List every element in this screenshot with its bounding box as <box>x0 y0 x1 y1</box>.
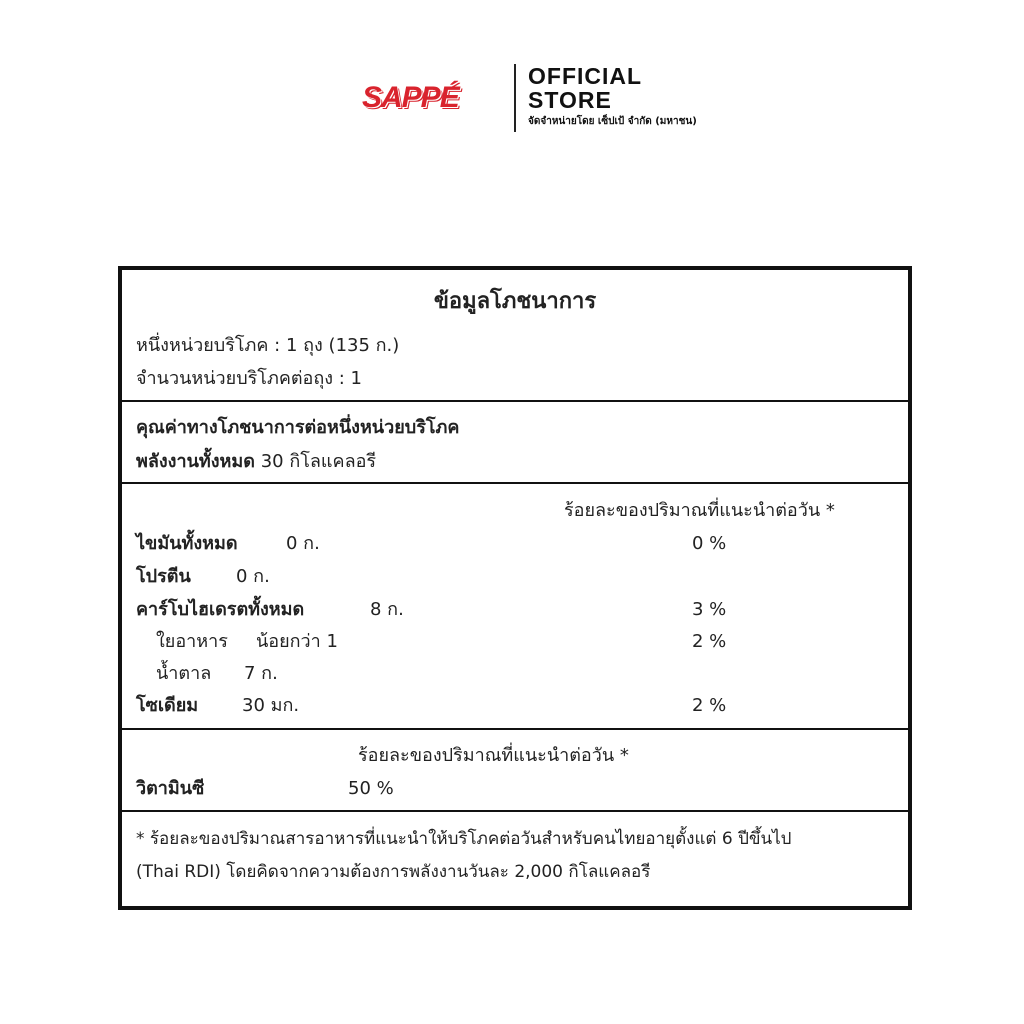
row-amount-fat: 0 ก. <box>286 533 320 554</box>
energy-label: พลังงานทั้งหมด <box>136 451 255 472</box>
energy-line <box>136 450 376 474</box>
store-line-official: OFFICIAL <box>528 63 643 89</box>
footnote-line-2: (Thai RDI) โดยคิดจากความต้องการพลังงานวันละ 2,000 กิโลแคลอรี <box>136 862 651 882</box>
divider-4 <box>122 810 908 812</box>
official-store-label <box>528 64 697 129</box>
row-label-fat: ไขมันทั้งหมด <box>136 533 238 554</box>
divider-2 <box>122 482 908 484</box>
vitamin-rdi-header: ร้อยละของปริมาณที่แนะนำต่อวัน * <box>358 745 629 766</box>
row-label-sugar: น้ำตาล <box>156 663 212 684</box>
divider-1 <box>122 400 908 402</box>
row-amount-carbs: 8 ก. <box>370 599 404 620</box>
row-amount-sodium: 30 มก. <box>242 695 300 716</box>
header-divider <box>514 64 516 132</box>
vitamin-percent: 50 % <box>348 778 394 799</box>
divider-3 <box>122 728 908 730</box>
row-label-fiber: ใยอาหาร <box>156 631 228 652</box>
row-percent-carbs: 3 % <box>692 599 727 620</box>
brand-header <box>356 64 696 134</box>
row-amount-protein: 0 ก. <box>236 566 270 587</box>
store-distributor: จัดจำหน่ายโดย เซ็ปเป้ จำกัด (มหาชน) <box>528 116 697 127</box>
nutrition-panel <box>118 266 912 910</box>
row-label-carbs: คาร์โบไฮเดรตทั้งหมด <box>136 599 305 620</box>
row-amount-fiber: น้อยกว่า 1 <box>256 631 338 652</box>
energy-value: 30 กิโลแคลอรี <box>260 451 377 472</box>
rdi-header: ร้อยละของปริมาณที่แนะนำต่อวัน * <box>564 500 835 521</box>
store-line-store: STORE <box>528 87 612 113</box>
footnote-line-1: * ร้อยละของปริมาณสารอาหารที่แนะนำให้บริโภคต่อวันสำหรับคนไทยอายุตั้งแต่ 6 ปีขึ้นไป <box>136 829 792 849</box>
row-percent-fat: 0 % <box>692 533 727 554</box>
per-serving-heading: คุณค่าทางโภชนาการต่อหนึ่งหน่วยบริโภค <box>136 417 460 438</box>
row-percent-fiber: 2 % <box>692 631 727 652</box>
row-label-protein: โปรตีน <box>136 566 191 587</box>
row-amount-sugar: 7 ก. <box>244 663 278 684</box>
serving-size: หนึ่งหน่วยบริโภค : 1 ถุง (135 ก.) <box>136 335 400 356</box>
logo-text: SAPPÉ <box>362 81 459 114</box>
nutrition-title: ข้อมูลโภชนาการ <box>433 289 597 314</box>
vitamin-label: วิตามินซี <box>136 778 205 799</box>
row-label-sodium: โซเดียม <box>136 695 199 716</box>
row-percent-sodium: 2 % <box>692 695 727 716</box>
sappe-logo <box>356 78 506 120</box>
servings-per-pack: จำนวนหน่วยบริโภคต่อถุง : 1 <box>136 368 363 389</box>
